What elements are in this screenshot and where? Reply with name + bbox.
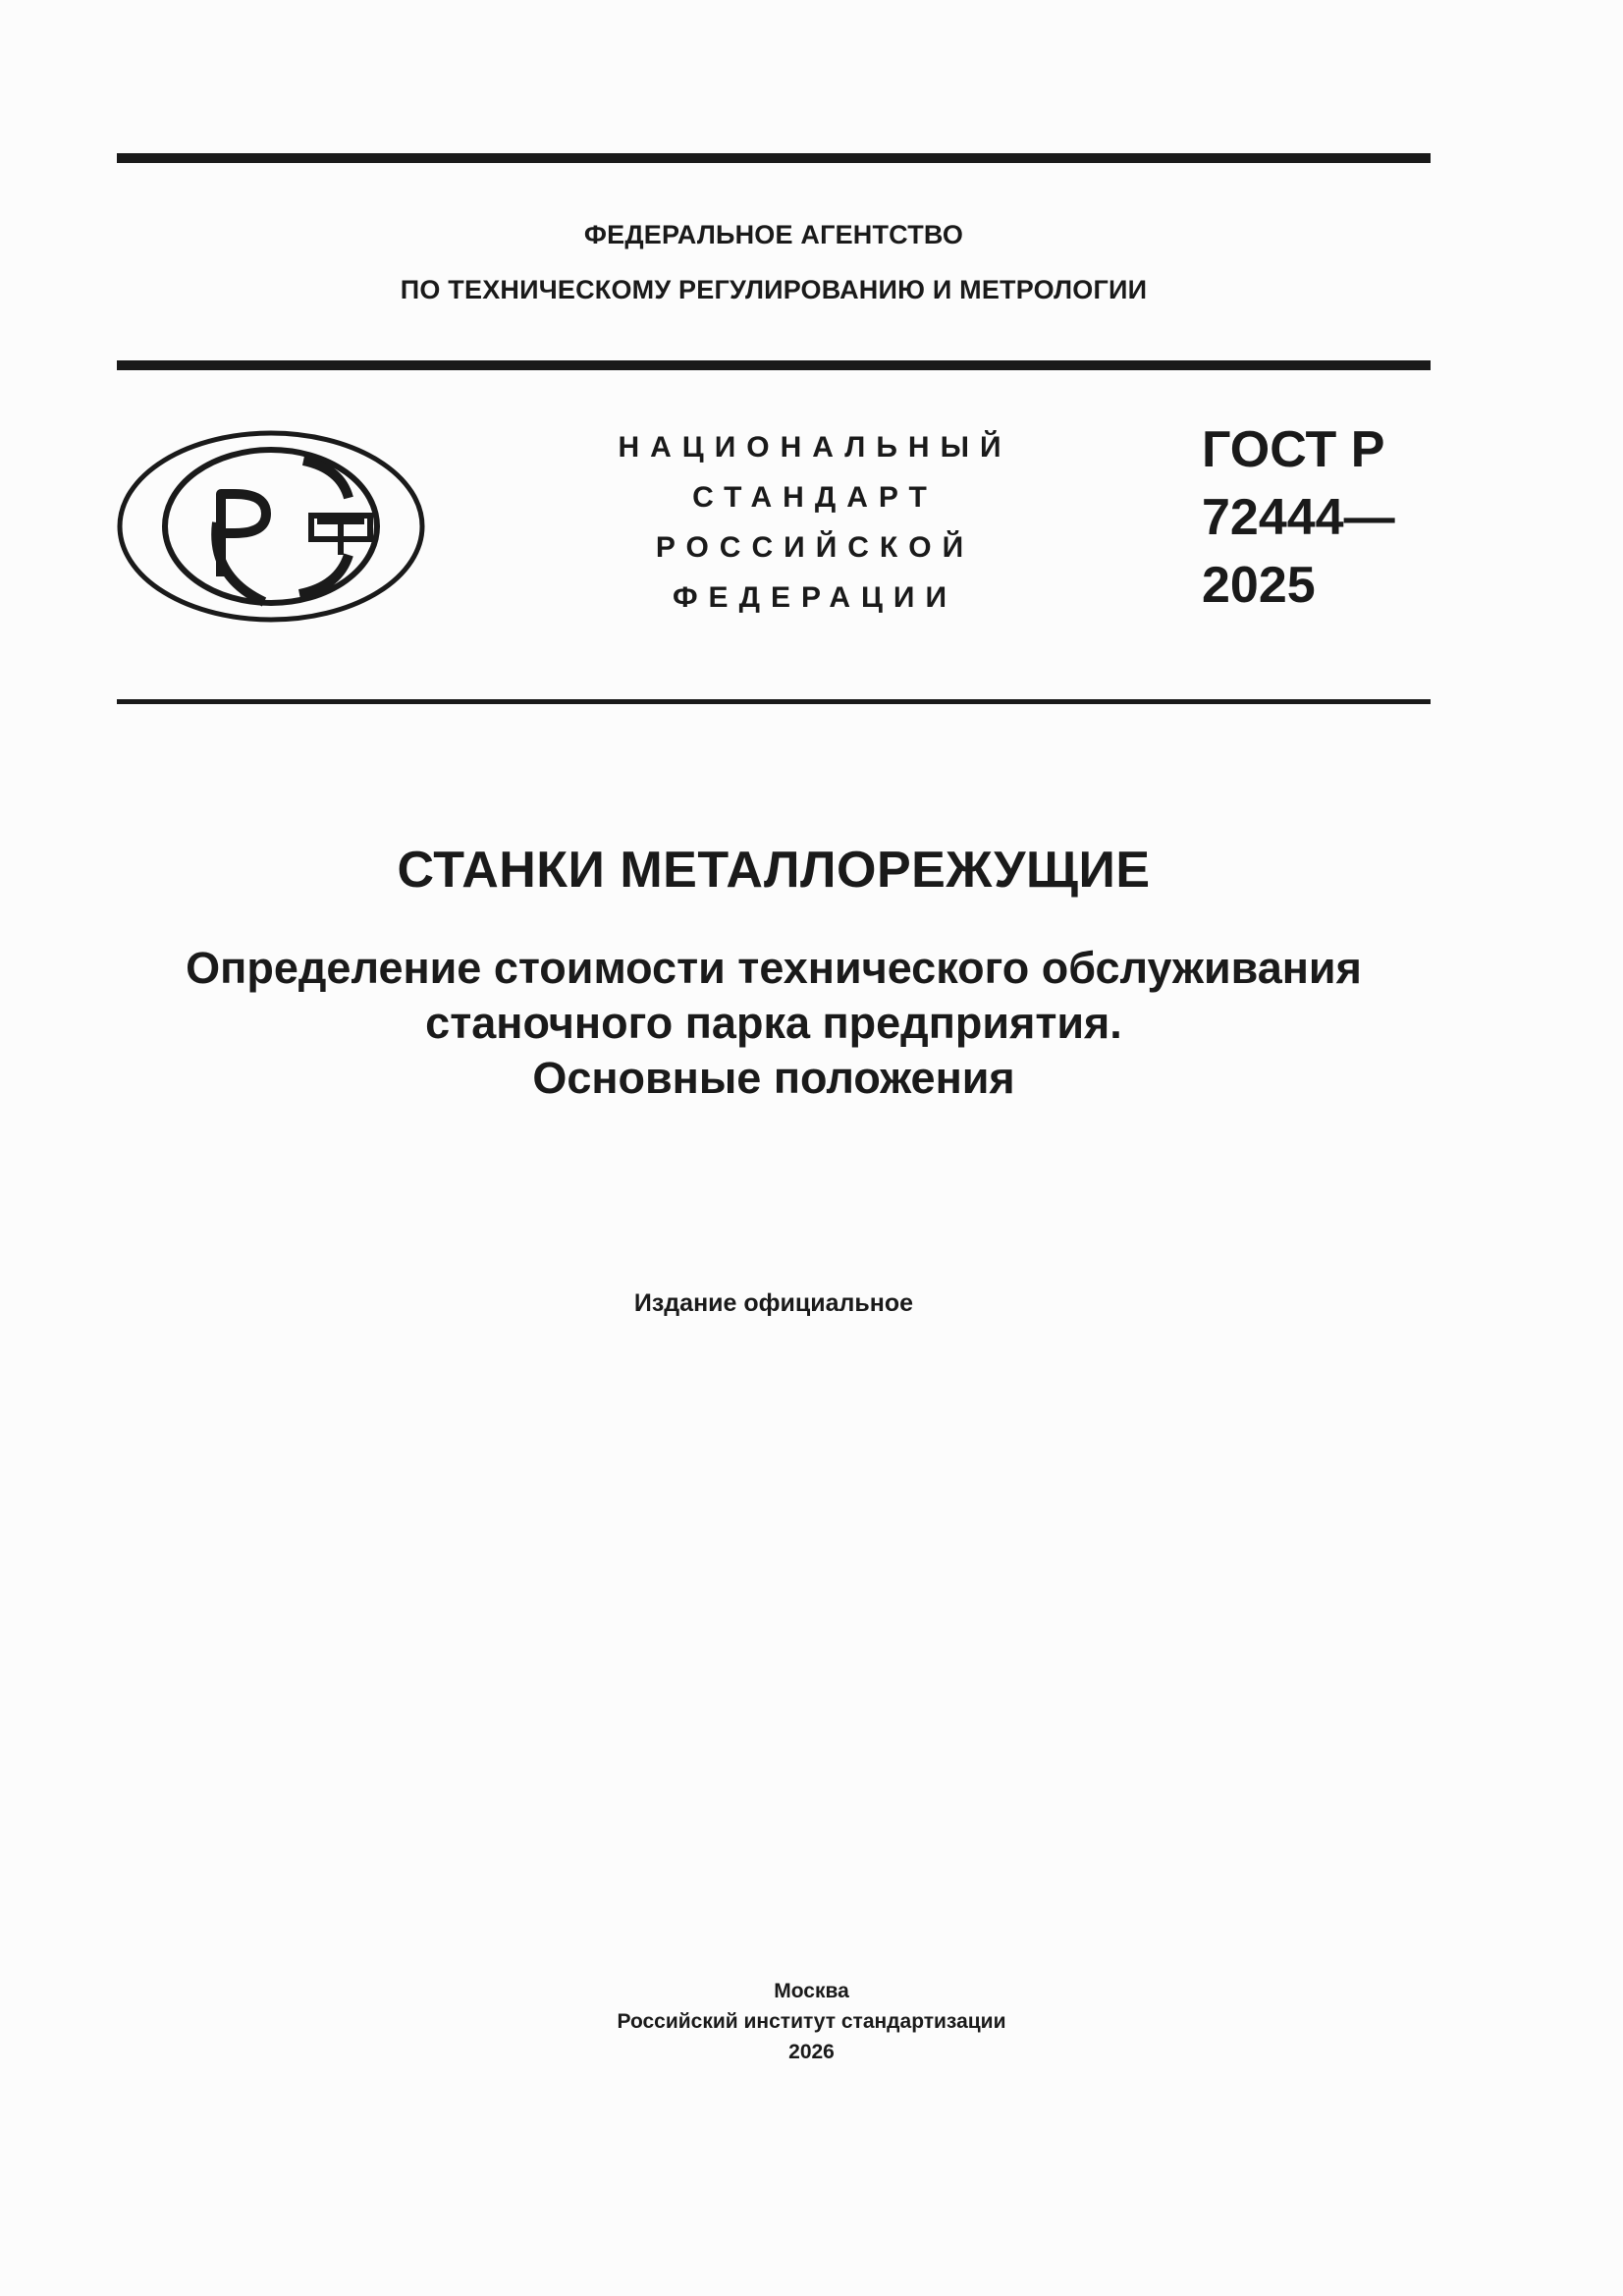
subtitle-line-1: Определение стоимости технического обслуживания [186, 943, 1362, 993]
imprint-city: Москва [774, 1980, 849, 2002]
national-standard-line-3: РОССИЙСКОЙ [655, 531, 975, 564]
standard-code-line-3: 2025 [1202, 557, 1316, 614]
standard-code-line-2: 72444— [1202, 489, 1395, 546]
national-standard-line-1: НАЦИОНАЛЬНЫЙ [618, 431, 1012, 464]
national-standard-label [579, 422, 1051, 623]
standard-code [1202, 416, 1395, 620]
bottom-rule [117, 699, 1431, 704]
rst-emblem-icon [117, 429, 425, 624]
document-subtitle [0, 941, 1547, 1106]
subtitle-line-2: станочного парка предприятия. [425, 998, 1122, 1048]
agency-line-2: ПО ТЕХНИЧЕСКОМУ РЕГУЛИРОВАНИЮ И МЕТРОЛОГИИ [400, 275, 1148, 304]
imprint-year: 2026 [788, 2041, 835, 2063]
edition-label: Издание официальное [633, 1289, 914, 1317]
document-title: СТАНКИ МЕТАЛЛОРЕЖУЩИЕ [397, 842, 1151, 899]
national-standard-line-4: ФЕДЕРАЦИИ [672, 581, 958, 614]
top-rule [117, 153, 1431, 163]
imprint [0, 1976, 1623, 2067]
subtitle-line-3: Основные положения [532, 1053, 1015, 1103]
standard-code-line-1: ГОСТ Р [1202, 421, 1385, 478]
national-standard-line-2: СТАНДАРТ [692, 481, 938, 514]
middle-rule [117, 360, 1431, 370]
imprint-publisher: Российский институт стандартизации [617, 2010, 1006, 2033]
agency-line-1: ФЕДЕРАЛЬНОЕ АГЕНТСТВО [583, 220, 964, 249]
